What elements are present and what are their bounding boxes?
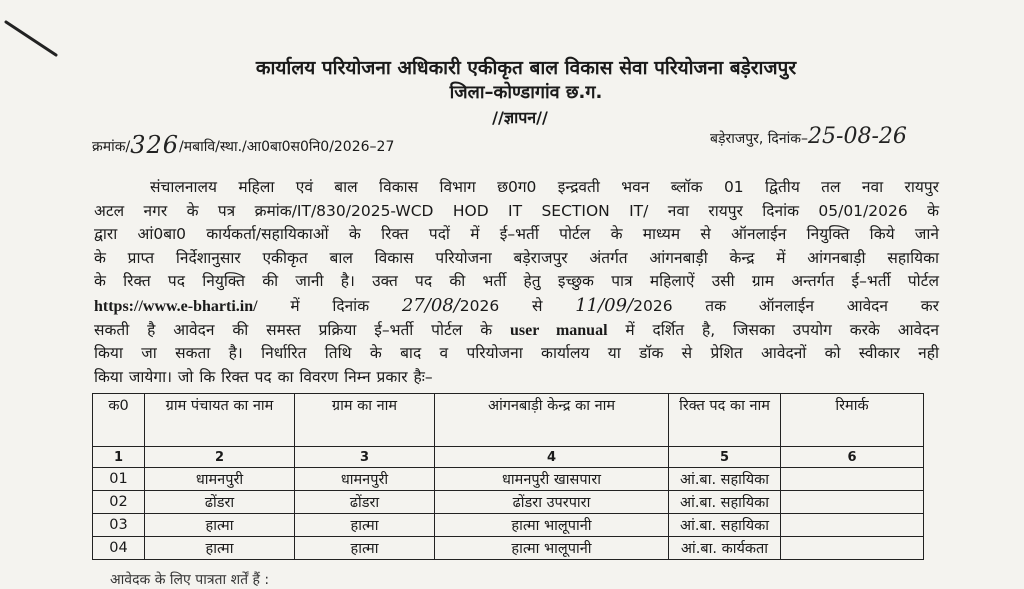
start-year: 2026 से (459, 296, 576, 315)
column-number: 3 (295, 447, 435, 468)
office-title: कार्यालय परियोजना अधिकारी एकीकृत बाल विकास सेवा परियोजना बड़ेराजपुर (255, 57, 797, 79)
cell (781, 491, 924, 514)
url-after-text: में दिनांक (257, 296, 402, 315)
body-line: के रिक्त पद नियुक्ति की जानी है। उक्त पद की भर्ती हेतु इच्छुक पात्र महिलाऐं उसी ग्राम अन्तर्गत ई–भर्ती पोर्टल (94, 272, 939, 291)
cell: 02 (93, 491, 145, 514)
body-line: अटल नगर के पत्र क्रमांक/IT/830/2025-WCD HOD IT SECTION IT/ नवा रायपुर दिनांक 05/01/2026 के (94, 201, 939, 220)
column-number: 2 (145, 447, 295, 468)
handwritten-date: 25-08-26 (808, 124, 907, 149)
column-number: 1 (93, 447, 145, 468)
cell: 04 (93, 537, 145, 560)
col-header: रिमार्क (781, 394, 924, 447)
cell: ढोंडरा (295, 491, 435, 514)
table-row (93, 468, 924, 491)
col-header: क0 (93, 394, 145, 447)
cut-off-footer-text: आवेदक के लिए पात्रता शर्तें हैं : (110, 572, 270, 588)
cell: हात्मा भालूपानी (435, 537, 669, 560)
column-number: 6 (781, 447, 924, 468)
cell: हात्मा (145, 537, 295, 560)
table-row (93, 491, 924, 514)
cell: आं.बा. सहायिका (669, 514, 781, 537)
manual-pre: सकती है आवेदन की समस्त प्रक्रिया ई–भर्ती पोर्टल के (94, 320, 510, 339)
cell: आं.बा. कार्यकता (669, 537, 781, 560)
cell: ढोंडरा (145, 491, 295, 514)
vacancy-table (92, 393, 924, 560)
cell: हात्मा (295, 537, 435, 560)
column-number: 4 (435, 447, 669, 468)
cell: ढोंडरा उपरपारा (435, 491, 669, 514)
cell: 01 (93, 468, 145, 491)
memo-label: //ज्ञापन// (492, 108, 548, 127)
start-date: 27/08/ (401, 294, 460, 316)
col-header: रिक्त पद का नाम (669, 394, 781, 447)
cell: आं.बा. सहायिका (669, 491, 781, 514)
body-line: संचालनालय महिला एवं बाल विकास विभाग छ0ग0 इन्द्रवती भवन ब्लॉक 01 द्वितीय तल नवा रायपुर (150, 178, 939, 196)
reference-line (92, 129, 394, 157)
cell (781, 537, 924, 560)
cell: धामनपुरी खासपारा (435, 468, 669, 491)
col-header: ग्राम पंचायत का नाम (145, 394, 295, 447)
col-header: आंगनबाड़ी केन्द्र का नाम (435, 394, 669, 447)
cell (781, 514, 924, 537)
manual-post: में दर्शित है, जिसका उपयोग करके आवेदन (607, 320, 939, 339)
portal-url: https://www.e-bharti.in/ (94, 297, 258, 315)
cell: 03 (93, 514, 145, 537)
user-manual-term: user manual (509, 321, 608, 339)
district-title: जिला–कोण्डागांव छ.ग. (449, 82, 603, 103)
end-year: 2026 तक ऑनलाईन आवेदन कर (633, 296, 939, 315)
notice-body (94, 176, 939, 389)
cell: हात्मा (145, 514, 295, 537)
cell: धामनपुरी (295, 468, 435, 491)
col-header: ग्राम का नाम (295, 394, 435, 447)
cell: आं.बा. सहायिका (669, 468, 781, 491)
reference-suffix: /मबावि/स्था./आ0बा0स0नि0/2026–27 (179, 139, 395, 155)
column-number: 5 (669, 447, 781, 468)
body-line: द्वारा आं0बा0 कार्यकर्ता/सहायिकाओं के रिक्त पदों में ई–भर्ती पोर्टल के माध्यम से ऑनलाईन नियुक्ति किये जाने (94, 225, 939, 244)
cell: धामनपुरी (145, 468, 295, 491)
reference-number: 326 (130, 131, 180, 159)
end-date: 11/09/ (575, 294, 634, 316)
table-header-row (93, 394, 924, 447)
table-row (93, 537, 924, 560)
cell: हात्मा भालूपानी (435, 514, 669, 537)
cell (781, 468, 924, 491)
place-date (710, 124, 907, 149)
cell: हात्मा (295, 514, 435, 537)
body-line-manual (94, 319, 939, 343)
body-line-last: किया जायेगा। जो कि रिक्त पद का विवरण निम्न प्रकार हैः– (94, 367, 433, 386)
column-number-row (93, 447, 924, 468)
place-date-label: बड़ेराजपुर, दिनांक– (710, 131, 809, 147)
body-line-dates (94, 294, 939, 319)
reference-prefix: क्रमांक/ (92, 139, 131, 155)
table-row (93, 514, 924, 537)
body-line: के प्राप्त निर्देशानुसार एकीकृत बाल विकास परियोजना बड़ेराजपुर अंतर्गत आंगनबाड़ी केन्द्र में आंगनबाड़ी सहायिका (94, 248, 939, 267)
body-line: किया जा सकता है। निर्धारित तिथि के बाद व परियोजना कार्यालय या डॉक से प्रेशित आवेदनों को स्वीकार नही (94, 344, 939, 363)
